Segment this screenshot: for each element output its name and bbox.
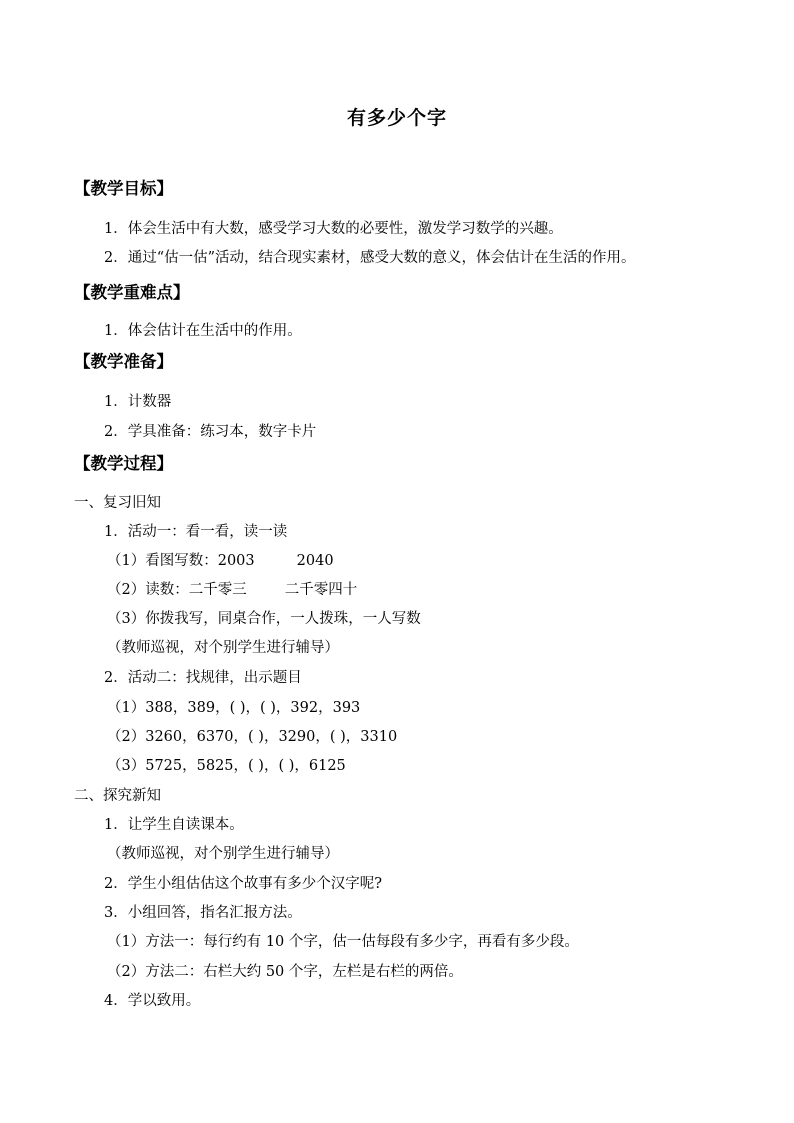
part2-item4: 4．学以致用。 <box>104 993 201 1009</box>
part2-method2: （2）方法二：右栏大约 50 个字，左栏是右栏的两倍。 <box>107 964 463 980</box>
section-heading-process: 【教学过程】 <box>74 454 173 473</box>
activity1-title: 1．活动一：看一看，读一读 <box>104 524 288 540</box>
part2-method1: （1）方法一：每行约有 10 个字，估一估每段有多少字，再看有多少段。 <box>107 934 579 950</box>
part2-item1: 1．让学生自读课本。 <box>104 817 244 833</box>
document-title: 有多少个字 <box>346 107 447 129</box>
activity1-item2-value2: 二千零四十 <box>284 582 358 598</box>
activity1-item3: （3）你拨我写，同桌合作，一人拨珠，一人写数 <box>107 611 421 627</box>
preparation-item-1: 1．计数器 <box>104 394 172 410</box>
activity1-item1-label: （1）看图写数：2003 <box>107 553 255 569</box>
activity2-item2: （2）3260，6370，( )，3290，( )，3310 <box>107 729 398 745</box>
section-heading-goals: 【教学目标】 <box>74 179 173 198</box>
part1-heading: 一、复习旧知 <box>74 495 161 511</box>
activity1-note: （教师巡视，对个别学生进行辅导） <box>107 640 339 656</box>
part2-item3: 3．小组回答，指名汇报方法。 <box>104 905 302 921</box>
activity1-item1-value2: 2040 <box>296 553 334 569</box>
key-point-item-1: 1．体会估计在生活中的作用。 <box>104 323 302 339</box>
activity2-item1: （1）388，389，( )，( )，392，393 <box>107 700 361 716</box>
part2-item1-note: （教师巡视，对个别学生进行辅导） <box>107 846 339 862</box>
part2-item2: 2．学生小组估估这个故事有多少个汉字呢? <box>104 876 382 892</box>
section-heading-key-points: 【教学重难点】 <box>74 283 190 302</box>
activity2-title: 2．活动二：找规律，出示题目 <box>104 670 302 686</box>
activity2-item3: （3）5725，5825，( )，( )，6125 <box>107 758 346 774</box>
preparation-item-2: 2．学具准备：练习本，数字卡片 <box>104 424 317 440</box>
activity1-item2-label: （2）读数：二千零三 <box>107 582 247 598</box>
activity1-item1 <box>107 551 334 571</box>
part2-heading: 二、探究新知 <box>74 788 161 804</box>
goal-item-1: 1．体会生活中有大数，感受学习大数的必要性，激发学习数学的兴趣。 <box>104 221 563 237</box>
goal-item-2: 2．通过“估一估”活动，结合现实素材，感受大数的意义，体会估计在生活的作用。 <box>104 250 636 266</box>
activity1-item2 <box>107 580 357 600</box>
section-heading-preparation: 【教学准备】 <box>74 352 173 371</box>
